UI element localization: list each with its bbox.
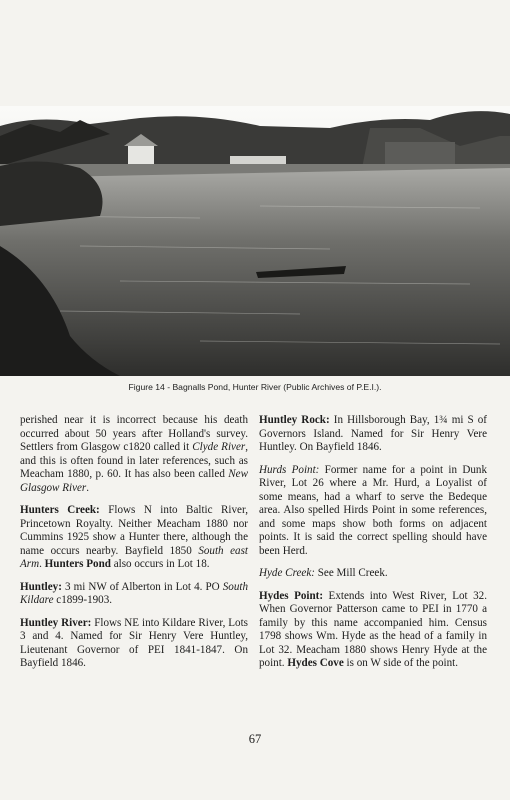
entry-hyde-creek: Hyde Creek: See Mill Creek. — [259, 567, 388, 579]
headword: Hyde Creek: — [259, 567, 315, 579]
headword: Huntley River: — [20, 616, 92, 629]
headword: Hunters Creek: — [20, 504, 100, 516]
entry-continuation: perished near it is incorrect because his death occurred about 50 years after Holland's survey. Settlers from Glasgow c1820 called it Clyde River, and this is often found in later references, such as Meacham 1880, p. 60. It has also been called New Glasgow River. — [20, 414, 248, 494]
right-column — [259, 414, 487, 680]
left-column — [20, 414, 248, 680]
entry-hydes-point: Hydes Point: Extends into West River, Lot 32. When Governor Patterson came to PEI in 1770 a family by this name accompanied him. Census 1798 shows Wm. Hyde as the head of a family in Lot 32. Meacham 1880 shows Henry Hyde at the point. Hydes Cove is on W side of the point. — [259, 589, 488, 669]
headword: Hurds Point: — [259, 463, 320, 476]
pond-photograph — [0, 106, 510, 376]
entry-huntley-river: Huntley River: Flows NE into Kildare River, Lots 3 and 4. Named for Sir Henry Vere Huntley, Lieutenant Governor of PEI 1841-1847. On Bayfield 1846. — [20, 616, 248, 669]
figure-caption: Figure 14 - Bagnalls Pond, Hunter River (Public Archives of P.E.I.). — [128, 382, 382, 392]
headword: Huntley Rock: — [259, 414, 330, 426]
entry-hunters-creek: Hunters Creek: Flows N into Baltic River, Princetown Royalty. Neither Meacham 1880 nor Cummins 1925 show a Hunter there, although the name occurs nearby. Bayfield 1850 South east Arm. Hunters Pond also occurs in Lot 18. — [20, 504, 248, 570]
entry-hurds-point: Hurds Point: Former name for a point in Dunk River, Lot 26 where a Mr. Hurd, a Loyalist of some means, had a wharf to serve the Bedeque area. Also spelled Hirds Point in some references, and some maps show both forms on adjacent points. It is said the correct spelling should have been Herd. — [259, 463, 487, 557]
white-house — [128, 146, 154, 164]
page-number: 67 — [248, 732, 262, 746]
entry-huntley: Huntley: 3 mi NW of Alberton in Lot 4. PO South Kildare c1899-1903. — [20, 580, 248, 606]
headword: Hydes Point: — [259, 589, 324, 602]
headword: Huntley: — [20, 580, 62, 593]
entry-huntley-rock: Huntley Rock: In Hillsborough Bay, 1¾ mi S of Governors Island. Named for Sir Henry Vere Huntley. On Bayfield 1846. — [259, 414, 487, 453]
